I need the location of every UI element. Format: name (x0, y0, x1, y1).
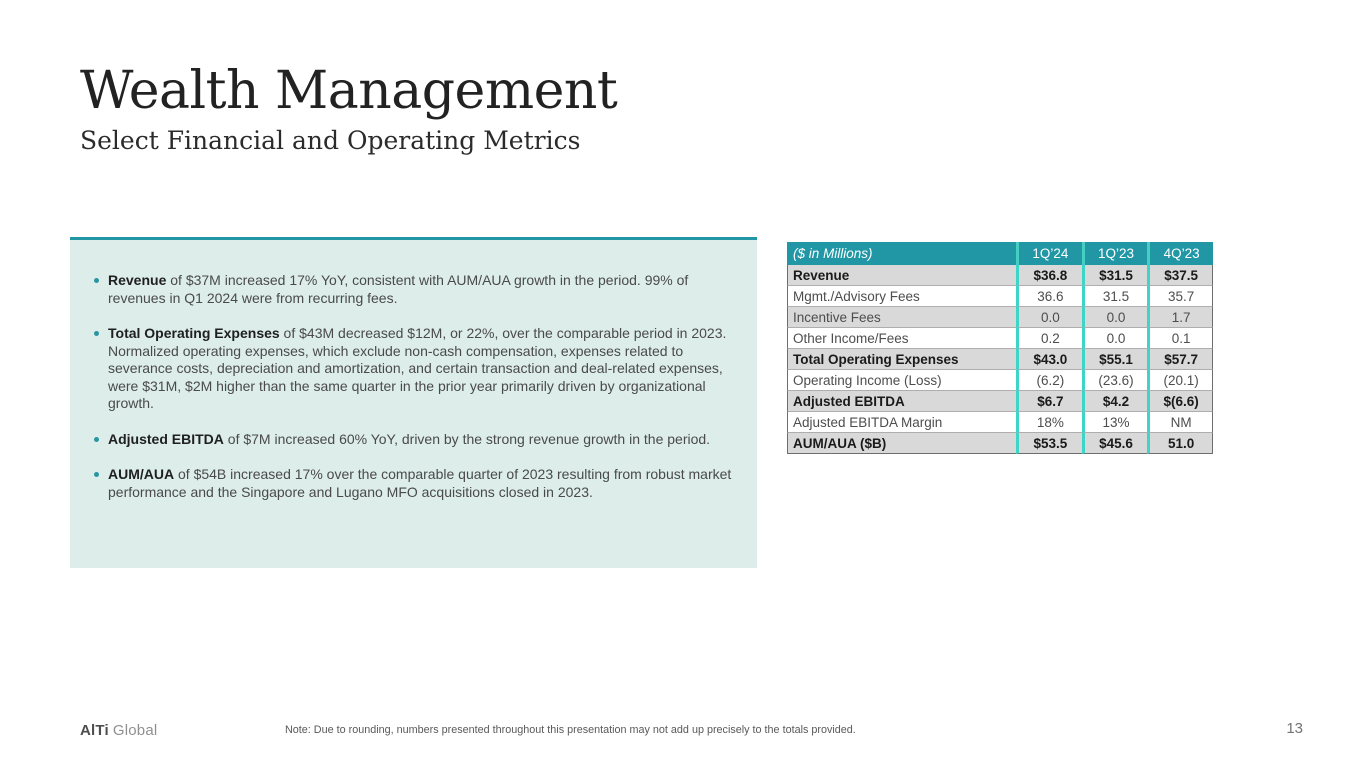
row-value: 0.2 (1016, 328, 1082, 349)
row-label: Incentive Fees (787, 307, 1016, 328)
row-value: 0.0 (1082, 307, 1148, 328)
table-row (787, 412, 1213, 433)
row-label: Total Operating Expenses (787, 349, 1016, 370)
company-logo (80, 722, 157, 739)
row-value: $45.6 (1082, 433, 1148, 454)
row-label: Mgmt./Advisory Fees (787, 286, 1016, 307)
bullet-text (108, 466, 751, 501)
row-value: $4.2 (1082, 391, 1148, 412)
bullet-icon (94, 472, 99, 477)
row-value: (20.1) (1147, 370, 1213, 391)
bullet-body: of $43M decreased $12M, or 22%, over the comparable period in 2023. Normalized operating expenses, which exclude non-cash compensation, expenses related to severance costs, depreciation and amortization, and certain transaction and deal-related expenses, were $31M, $2M higher than the same quarter in the prior year primarily driven by organizational growth. (108, 325, 727, 411)
list-item (94, 325, 751, 413)
bullet-body: of $54B increased 17% over the comparable quarter of 2023 resulting from robust market performance and the Singapore and Lugano MFO acquisitions closed in 2023. (108, 466, 732, 500)
row-label: Adjusted EBITDA (787, 391, 1016, 412)
row-value: 35.7 (1147, 286, 1213, 307)
row-value: $36.8 (1016, 265, 1082, 286)
row-value: $6.7 (1016, 391, 1082, 412)
table-units-label: ($ in Millions) (787, 242, 1016, 265)
bullet-icon (94, 331, 99, 336)
row-label: Other Income/Fees (787, 328, 1016, 349)
list-item (94, 431, 751, 449)
page-number: 13 (1286, 720, 1303, 737)
table-row (787, 349, 1213, 370)
row-value: 0.0 (1082, 328, 1148, 349)
table-row (787, 391, 1213, 412)
table-row (787, 265, 1213, 286)
page-title: Wealth Management (80, 61, 618, 121)
row-value: 0.1 (1147, 328, 1213, 349)
row-value: $37.5 (1147, 265, 1213, 286)
row-value: (23.6) (1082, 370, 1148, 391)
list-item (94, 272, 751, 307)
row-value: 51.0 (1147, 433, 1213, 454)
bullet-text (108, 325, 751, 413)
row-value: $31.5 (1082, 265, 1148, 286)
row-value: 36.6 (1016, 286, 1082, 307)
logo-brand-text: AlTi (80, 722, 109, 739)
bullet-text (108, 272, 751, 307)
highlights-box (70, 237, 757, 568)
row-value: NM (1147, 412, 1213, 433)
row-value: 18% (1016, 412, 1082, 433)
bullet-text (108, 431, 751, 449)
bullet-icon (94, 437, 99, 442)
bullet-lead: Adjusted EBITDA (108, 430, 224, 447)
list-item (94, 466, 751, 501)
footer-note: Note: Due to rounding, numbers presented throughout this presentation may not add up precisely to the totals provided. (285, 724, 856, 736)
bullet-lead: AUM/AUA (108, 466, 175, 482)
row-label: Revenue (787, 265, 1016, 286)
row-value: $55.1 (1082, 349, 1148, 370)
row-value: $43.0 (1016, 349, 1082, 370)
table-body (787, 265, 1213, 454)
table-header-row (787, 242, 1213, 265)
row-value: 1.7 (1147, 307, 1213, 328)
row-label: Adjusted EBITDA Margin (787, 412, 1016, 433)
highlights-list (94, 272, 751, 501)
title-block (80, 62, 617, 158)
table-row (787, 433, 1213, 454)
page-subtitle: Select Financial and Operating Metrics (80, 126, 581, 155)
financial-metrics-table-wrap (787, 242, 1213, 454)
logo-suffix-text: Global (112, 722, 158, 739)
row-value: $53.5 (1016, 433, 1082, 454)
table-row (787, 286, 1213, 307)
column-header: 1Q’24 (1016, 242, 1082, 265)
bullet-icon (94, 278, 99, 283)
row-label: AUM/AUA ($B) (787, 433, 1016, 454)
financial-metrics-table (787, 242, 1213, 454)
bullet-body: of $37M increased 17% YoY, consistent with AUM/AUA growth in the period. 99% of revenues in Q1 2024 were from recurring fees. (108, 272, 689, 306)
table-row (787, 370, 1213, 391)
row-value: 31.5 (1082, 286, 1148, 307)
row-label: Operating Income (Loss) (787, 370, 1016, 391)
bullet-lead: Revenue (108, 272, 167, 288)
row-value: 13% (1082, 412, 1148, 433)
column-header: 1Q’23 (1082, 242, 1148, 265)
table-row (787, 328, 1213, 349)
bullet-lead: Total Operating Expenses (108, 325, 280, 341)
column-header: 4Q’23 (1147, 242, 1213, 265)
row-value: 0.0 (1016, 307, 1082, 328)
table-row (787, 307, 1213, 328)
row-value: $(6.6) (1147, 391, 1213, 412)
row-value: (6.2) (1016, 370, 1082, 391)
row-value: $57.7 (1147, 349, 1213, 370)
bullet-body: of $7M increased 60% YoY, driven by the strong revenue growth in the period. (223, 430, 711, 447)
